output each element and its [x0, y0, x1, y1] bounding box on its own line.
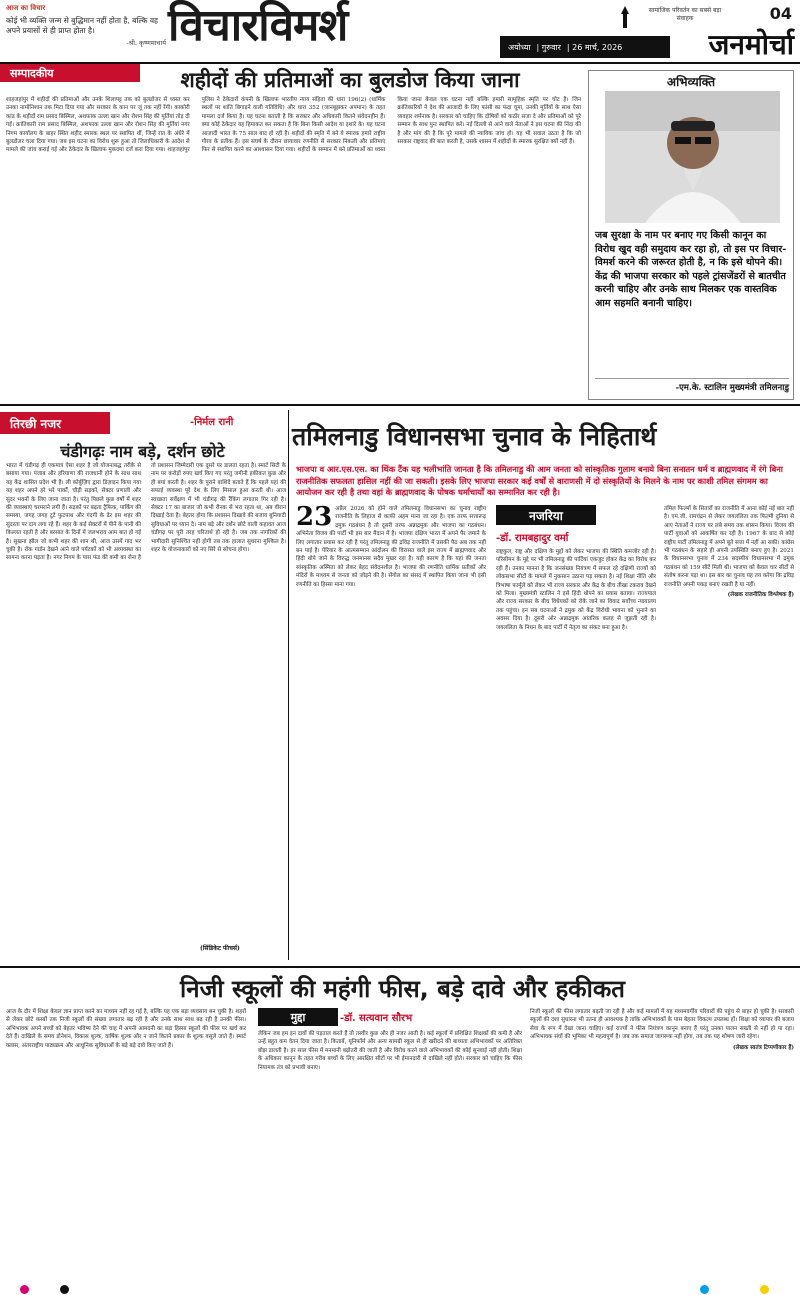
date: 26 मार्च, 2026: [572, 43, 623, 52]
city: अयोध्या: [508, 43, 531, 52]
brand-block: [168, 0, 488, 60]
tirchhi-nazar-tag: तिरछी नजर: [0, 412, 110, 434]
abhivyakti-quote: जब सुरक्षा के नाम पर बनाए गए किसी कानून का विरोध खुद वही समुदाय कर रहा हो, तो इस पर विचार-विमर्श करने की जरूरत होती है, न कि इसे थोपने की। केंद्र की भाजपा सरकार को पहले ट्रांसजेंडरों से बातचीत करनी चाहिए और उनके साथ मिलकर एक वास्तविक आम सहमति बनानी चाहिए।: [595, 230, 787, 309]
school-column-3: [530, 1008, 794, 1286]
logo-caption: सामाजिक परिवर्तन का सबसे बड़ा संवाहक: [648, 7, 722, 22]
print-registration-marks: [0, 1283, 800, 1295]
quote-of-the-day: [6, 4, 166, 60]
yellow-mark-icon: [760, 1285, 769, 1294]
day: गुरुवार: [541, 43, 561, 52]
paper-name: जनमोर्चा: [708, 28, 794, 61]
tirchhi-title: चंडीगढ़ः नाम बड़े, दर्शन छोटे: [60, 442, 225, 461]
mudda-tag: मुद्दा: [258, 1008, 338, 1026]
tamilnadu-end-note: (लेखक राजनीतिक विश्लेषक हैं): [727, 592, 794, 599]
tamilnadu-column-1: [296, 505, 486, 965]
magenta-mark-icon: [20, 1285, 29, 1294]
section-rule-2: [0, 966, 800, 968]
tirchhi-end-note: (सिंडिकेट फीचर्स): [200, 945, 240, 952]
abhivyakti-heading: अभिव्यक्ति: [666, 75, 716, 89]
quote-text: कोई भी व्यक्ति जन्म से बुद्धिमान नहीं होता है, बल्कि वह अपने प्रयासों से ही प्राप्त होता है।: [6, 16, 159, 35]
tamilnadu-title: तमिलनाडु विधानसभा चुनाव के निहितार्थ: [292, 422, 657, 451]
cyan-mark-icon: [700, 1285, 709, 1294]
najariya-author: -डॉ. रामबहादुर वर्मा: [496, 533, 569, 544]
date-bar: अयोध्या | गुरुवार | 26 मार्च, 2026 जनमोर्चा: [500, 36, 800, 58]
tamilnadu-col1-text: अप्रैल 2026 को होने वाले तमिलनाडु विधानसभा का चुनाव राष्ट्रीय राजनीति के लिहाज से काफी अहम माना जा रहा है। एक तरफ सत्तारूढ़ द्रमुक गठबंधन है तो दूसरी तरफ अन्नाद्रमुक और भाजपा का गठबंधन। अभिनेता विजय की पार्टी भी इस बार मैदान में है। भाजपा दक्षिण भारत में अपने पैर जमाने के लिए लगातार प्रयास कर रही है परंतु तमिलनाडु की द्रविड़ राजनीति में उसकी पैठ अब तक नहीं बन पाई है। पेरियार के आत्मसम्मान आंदोलन की विरासत वाले इस राज्य में ब्राह्मणवाद और हिंदी थोपे जाने के विरुद्ध जनमानस सदैव मुखर रहा है। यही कारण है कि यहां की जनता सांस्कृतिक अस्मिता को लेकर बेहद संवेदनशील है। भाजपा की रणनीति धार्मिक प्रतीकों और मंदिरों के माध्यम से जनता को जोड़ने की है। सेंगोल का संसद में स्थापित किया जाना भी इसी रणनीति का हिस्सा माना गया।: [296, 506, 486, 588]
tamilnadu-col3-text: तमिल फिल्मों के सितारों का राजनीति में आना कोई नई बात नहीं है। एम.जी. रामचंद्रन से लेकर जयललिता तक फिल्मी दुनिया से आए नेताओं ने राज्य पर लंबे समय तक शासन किया। विजय की पार्टी युवाओं को आकर्षित कर रही है। 1967 के बाद से कोई राष्ट्रीय पार्टी तमिलनाडु में अपने बूते सत्ता में नहीं आ सकी। कांग्रेस भी गठबंधन के सहारे ही अपनी उपस्थिति बनाए हुए है। 2021 के विधानसभा चुनाव में 234 सदस्यीय विधानसभा में द्रमुक गठबंधन को 159 सीटें मिली थीं। भाजपा को केवल चार सीटों से संतोष करना पड़ा था। इस बार का चुनाव यह तय करेगा कि द्रविड़ राजनीति अपनी पकड़ बनाए रखती है या नहीं।: [664, 506, 794, 588]
editorial-body: शाहजहांपुर में शहीदों की प्रतिमाओं और उनके शिलापट्ट तक को बुलडोजर से ध्वस्त कर उनका नामोनिशान तक मिटा दिया गया और सरकार के कान पर जूं तक नहीं रेंगी। काकोरी कांड के शहीदों राम प्रसाद बिस्मिल, अशफाक उल्ला खान और रोशन सिंह की मूर्तियां तोड़ दी गईं। क्रांतिकारी राम प्रसाद बिस्मिल, अशफाक उल्ला खान और रोशन सिंह की मूर्तियां नगर निगम कार्यालय के बाहर स्थित शहीद स्मारक स्थल पर स्थापित थीं, जिन्हें रात के अंधेरे में बुलडोजर चला दिया गया। जब इस घटना का विरोध शुरू हुआ तो जिलाधिकारी के आदेश से मामले की जांच कराई गई और ठेकेदार के खिलाफ मुकदमा दर्ज करा दिया गया। शाहजहांपुर पुलिस ने ठेकेदारों कंपनी के खिलाफ भारतीय न्याय संहिता की धारा 196(2) (धार्मिक स्थलों पर शांति बिगाड़ने वाली गतिविधि) और धारा 352 (जानबूझकर अपमान) के तहत मामला दर्ज किया है। यह घटना बताती है कि सरकार और अधिकारी कितने संवेदनहीन हैं। क्या कोई ठेकेदार यह हिमाकत कर सकता है कि बिना किसी आदेश या इशारे के। यह घटना आजादी भारत के 75 साल बाद हो रही है। शहीदों की स्मृति में बने ये स्मारक हमारे राष्ट्रीय गौरव के प्रतीक हैं। इस संघर्ष के दौरान छायावार रणनीति से सरकार निकली और प्रतिमाएं फिर से स्थापित करने का आश्वासन दिया गया। शहीदों के सम्मान में बने प्रतिमाओं का ध्वस्त किया जाना केवल एक घटना नहीं बल्कि हमारी सामूहिक स्मृति पर चोट है। जिन क्रांतिकारियों ने देश की आजादी के लिए फांसी का फंदा चूमा, उनकी मूर्तियों के साथ ऐसा व्यवहार शर्मनाक है। सरकार को चाहिए कि दोषियों को कठोर सजा दे और प्रतिमाओं को पूरे सम्मान के साथ पुनः स्थापित करे। नई दिल्ली से आने वाले नेताओं ने इस घटना की निंदा की है और मांग की है कि पूरे मामले की न्यायिक जांच हो। यह भी सवाल उठता है कि जो सरकार राष्ट्रवाद की बात करती है, उसके शासन में शहीदों के स्मारक सुरक्षित क्यों नहीं हैं।: [6, 97, 581, 154]
school-column-1: आज के दौर में शिक्षा केवल ज्ञान प्राप्त करने का माध्यम नहीं रह गई है, बल्कि यह एक बड़ा व्यवसाय बन चुकी है। शहरों से लेकर छोटे कस्बों तक निजी स्कूलों की संख्या लगातार बढ़ रही है और उनके साथ साथ बढ़ रही है उनकी फीस। अभिभावक अपने बच्चों को बेहतर भविष्य देने की चाह में अपनी आमदनी का बड़ा हिस्सा स्कूलों की फीस पर खर्च कर देते हैं। दाखिले के समय डोनेशन, विकास शुल्क, वार्षिक शुल्क और न जाने कितने प्रकार के शुल्क वसूले जाते हैं। स्मार्ट क्लास, अंतरराष्ट्रीय पाठ्यक्रम और आधुनिक सुविधाओं के बड़े बड़े दावे किए जाते हैं।: [6, 1009, 246, 1049]
quote-author: -श्री. कृष्णमाचार्य: [126, 39, 166, 47]
abhivyakti-signature: -एम.के. स्टालिन मुख्यमंत्री तमिलनाडु: [595, 378, 789, 393]
abhivyakti-box: [588, 70, 794, 400]
brand-title: विचारविमर्श: [168, 0, 348, 51]
editorial-title: शहीदों की प्रतिमाओं का बुलडोज किया जाना: [180, 68, 520, 92]
tamilnadu-intro: भाजपा व आर.एस.एस. का थिंक टैंक यह भलीभांति जानता है कि तमिलनाडु की आम जनता को सांस्कृतिक गुलाम बनाये बिना सनातन धर्म व ब्राह्मणवाद में रंगे बिना राजनीतिक सफलता हासिल नहीं की जा सकती। इसके लिए भाजपा सरकार कई वर्षों से वाराणसी में दो संस्कृतियों के मिलने के नाम पर काशी तमिल संगमम का आयोजन कर रही है तथा वहां के ब्राह्मणवाद के पोषक धर्माचार्यों का सम्मानित कर रही है।: [296, 464, 783, 497]
masthead: [0, 0, 800, 62]
tirchhi-author: -निर्मल रानी: [190, 417, 234, 428]
school-column-2: लेकिन जब हम इन दावों की पड़ताल करते हैं तो तस्वीर कुछ और ही नजर आती है। कई स्कूलों में प्रशिक्षित शिक्षकों की कमी है और उन्हें बहुत कम वेतन दिया जाता है। किताबें, यूनिफॉर्म और अन्य सामग्री स्कूल से ही खरीदने की बाध्यता अभिभावकों पर अतिरिक्त बोझ डालती है। हर साल फीस में मनमानी बढ़ोतरी की जाती है और विरोध करने वाले अभिभावकों की कोई सुनवाई नहीं होती। शिक्षा के अधिकार कानून के तहत गरीब बच्चों के लिए आरक्षित सीटों पर भी ईमानदारी से दाखिले नहीं होते। सरकार को चाहिए कि फीस नियामक तंत्र को प्रभावी बनाए।: [258, 1031, 522, 1071]
section-rule-1: [0, 404, 800, 406]
stalin-photo: [605, 91, 780, 223]
tamilnadu-column-2: राष्ट्रकुल, राष्ट्र और दक्षिण के मुद्दों को लेकर भाजपा की स्थिति कमजोर रही है। परिसीमन के मुद्दे पर भी तमिलनाडु की पार्टियां एकजुट होकर केंद्र का विरोध कर रही हैं। उनका मानना है कि जनसंख्या नियंत्रण में सफल रहे दक्षिणी राज्यों को लोकसभा सीटों के मामले में नुकसान उठाना पड़ सकता है। नई शिक्षा नीति और त्रिभाषा फार्मूले को लेकर भी राज्य सरकार और केंद्र के बीच तीखा टकराव देखने को मिला। मुख्यमंत्री स्टालिन ने इसे हिंदी थोपने का प्रयास बताया। राज्यपाल और राज्य सरकार के बीच विधेयकों को रोके जाने का विवाद सर्वोच्च न्यायालय तक पहुंचा। इन सब घटनाओं ने द्रमुक को केंद्र विरोधी भावना को भुनाने का अवसर दिया है। दूसरी ओर अन्नाद्रमुक आंतरिक कलह से जूझती रही है। जयललिता के निधन के बाद पार्टी में नेतृत्व का संकट बना हुआ है।: [496, 549, 656, 631]
portrait-image: [605, 91, 780, 223]
mudda-author: -डॉ. सत्यवान सौरभ: [340, 1013, 413, 1024]
torch-logo-icon: [615, 4, 635, 30]
drop-cap: 23: [296, 505, 333, 532]
editorial-tag: सम्पादकीय: [0, 64, 140, 82]
school-col3-text: निजी स्कूलों की फीस लगातार बढ़ती जा रही है और कई मामलों में यह मध्यमवर्गीय परिवारों की पहुंच से बाहर हो चुकी है। सरकारी स्कूलों की दशा सुधारना भी उतना ही आवश्यक है ताकि अभिभावकों के पास बेहतर विकल्प उपलब्ध हों। शिक्षा को व्यापार की बजाय सेवा के रूप में देखा जाना चाहिए। कई राज्यों ने फीस नियंत्रण कानून बनाए हैं परंतु उनका पालन सख्ती से नहीं हो पा रहा। अभिभावक संघों की भूमिका भी महत्वपूर्ण है। जब तक समाज जागरूक नहीं होगा, तब तक यह शोषण जारी रहेगा।: [530, 1009, 794, 1041]
najariya-tag: नजरिया: [496, 505, 596, 525]
quote-heading: आज का विचार: [6, 4, 46, 12]
tamilnadu-column-3: [664, 505, 794, 970]
tirchhi-body: भारत में चंडीगढ़ ही एकमात्र ऐसा शहर है जो योजनाबद्ध तरीके से बसाया गया। पंजाब और हरियाणा की राजधानी होने के साथ साथ यह केंद्र शासित प्रदेश भी है। ली कोर्बुज़िए द्वारा डिज़ाइन किया गया यह शहर अपने हरे भरे पार्कों, चौड़ी सड़कों, सेक्टर प्रणाली और सुंदर भवनों के लिए जाना जाता है। परंतु पिछले कुछ वर्षों में शहर की व्यवस्थाएं चरमराने लगी हैं। सड़कों पर बढ़ता ट्रैफिक, पार्किंग की समस्या, जगह जगह टूटे फुटपाथ और गंदगी के ढेर इस शहर की सुंदरता पर दाग लगा रहे हैं। शहर के कई सेक्टरों में पीने के पानी की किल्लत रहती है और बरसात के दिनों में जलभराव आम बात हो गई है। सुखना झील जो कभी शहर की शान थी, आज उसमें गाद भर चुकी है। रॉक गार्डन देखने आने वाले पर्यटकों को भी अव्यवस्था का सामना करना पड़ता है। नगर निगम के पास फंड की कमी का रोना है तो प्रशासन जिम्मेदारी एक दूसरे पर डालता रहता है। स्मार्ट सिटी के नाम पर करोड़ों रुपए खर्च किए गए परंतु जमीनी हकीकत कुछ और ही बयां करती है। शहर के पुराने बाशिंदे बताते हैं कि पहले यहां की सफाई व्यवस्था पूरे देश के लिए मिसाल हुआ करती थी। आज स्वच्छता सर्वेक्षण में भी चंडीगढ़ की रैंकिंग लगातार गिर रही है। सेक्टर 17 का बाजार जो कभी रौनक से भरा रहता था, अब वीरान दिखाई देता है। बेहतर होगा कि प्रशासन दिखावे की बजाय बुनियादी सुविधाओं पर ध्यान दे। नाम बड़े और दर्शन छोटे वाली कहावत आज चंडीगढ़ पर पूरी तरह चरितार्थ हो रही है। जब तक नागरिकों की भागीदारी सुनिश्चित नहीं होगी तब तक हालात सुधरना मुश्किल है। शहर के योजनाकारों को नए सिरे से सोचना होगा।: [6, 463, 286, 562]
school-end-note: (लेखक स्वतंत्र टिप्पणीकार हैं): [732, 1044, 794, 1051]
page-number: 04: [769, 4, 792, 23]
column-divider: [288, 410, 289, 960]
black-mark-icon: [60, 1285, 69, 1294]
school-fees-title: निजी स्कूलों की महंगी फीस, बड़े दावे और हकीकत: [180, 975, 625, 1003]
